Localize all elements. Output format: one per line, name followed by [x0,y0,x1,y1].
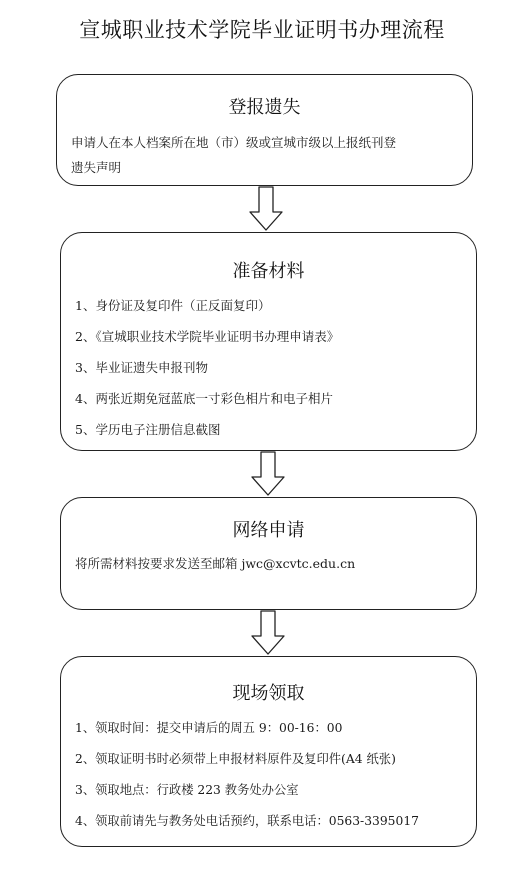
step-line: 1、身份证及复印件（正反面复印） [75,298,271,313]
step-line: 5、学历电子注册信息截图 [75,422,221,437]
step-box-onsite-pickup [60,656,477,847]
step-box-report-loss [56,74,473,186]
step-line: 4、领取前请先与教务处电话预约，联系电话：0563-3395017 [75,814,419,828]
step-body [75,713,419,837]
step-box-online-application [60,497,477,610]
step-line: 3、毕业证遗失申报刊物 [75,360,208,375]
step-line: 4、两张近期免冠蓝底一寸彩色相片和电子相片 [75,391,333,406]
down-arrow-icon [250,451,286,497]
step-heading: 准备材料 [232,261,305,282]
step-line: 3、领取地点：行政楼 223 教务处办公室 [75,783,299,797]
step-line: 2、领取证明书时必须带上申报材料原件及复印件(A4 纸张) [75,752,396,766]
step-line: 将所需材料按要求发送至邮箱 jwc@xcvtc.edu.cn [75,556,356,571]
step-body [75,551,355,576]
step-heading: 网络申请 [232,520,305,541]
page-title: 宣城职业技术学院毕业证明书办理流程 [79,18,445,42]
step-box-prepare-materials [60,232,477,451]
step-body [75,290,339,445]
step-body [71,130,396,180]
step-line: 2、《宣城职业技术学院毕业证明书办理申请表》 [75,329,340,344]
step-line: 申请人在本人档案所在地（市）级或宣城市级以上报纸刊登 [71,135,397,150]
down-arrow-icon [250,610,286,656]
step-heading: 登报遗失 [228,97,301,118]
step-line: 1、领取时间：提交申请后的周五 9：00-16：00 [75,721,343,735]
down-arrow-icon [248,186,284,232]
step-line: 遗失声明 [71,160,122,175]
step-heading: 现场领取 [232,683,305,704]
